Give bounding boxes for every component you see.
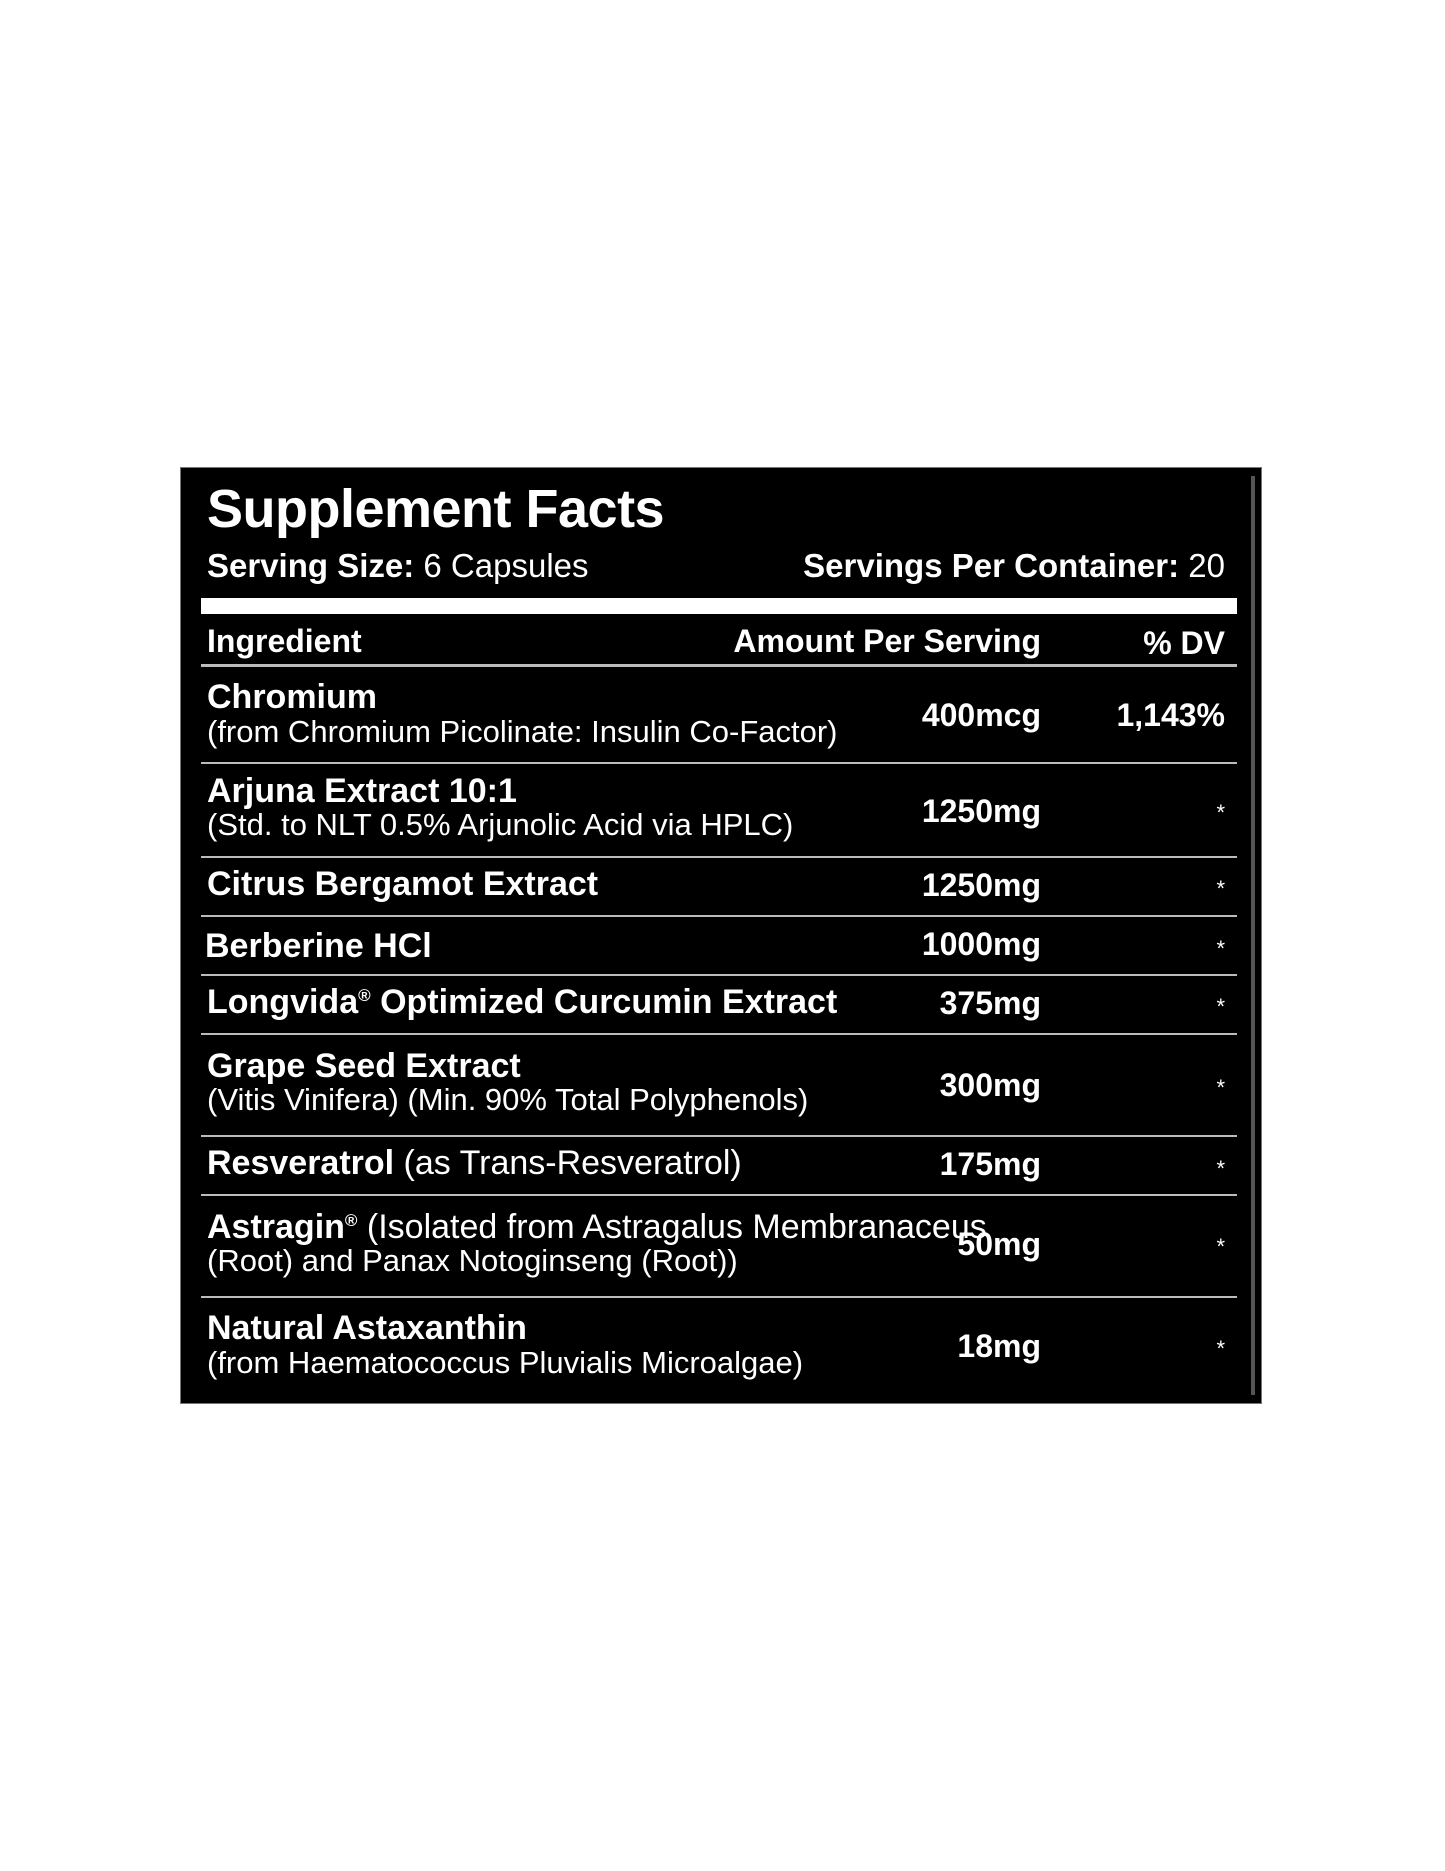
table-row [201,1137,1237,1194]
table-row [201,917,1237,974]
ingredient-dv: 1,143% [1116,697,1225,733]
ingredient-name [207,985,837,1021]
table-row [201,764,1237,856]
ingredient-amount: 1000mg [921,926,1041,962]
ingredient-amount: 1250mg [921,867,1041,903]
table-row [201,1196,1237,1296]
registered-mark: ® [344,1211,358,1230]
ingredient-name: Chromium [207,678,377,716]
header-ingredient: Ingredient [207,623,362,659]
column-header-row [201,617,1237,663]
ingredient-dv: * [1216,1075,1225,1100]
ingredient-name-main: Longvida [207,983,359,1021]
servings-value: 20 [1179,547,1225,584]
ingredient-name: Citrus Bergamot Extract [207,865,599,903]
ingredient-dv: * [1216,936,1225,961]
ingredient-detail: (Std. to NLT 0.5% Arjunolic Acid via HPLC) [207,807,794,842]
table-row [201,1298,1237,1398]
ingredient-dv: * [1216,1336,1225,1361]
ingredient-dv: * [1216,1156,1225,1181]
ingredient-inline-detail: (Isolated from Astragalus Membranaceus [357,1208,987,1246]
ingredient-detail: (Root) and Panax Notoginseng (Root)) [207,1243,738,1278]
ingredient-detail: (from Haematococcus Pluvialis Microalgae) [207,1345,804,1380]
ingredient-name-rest: Optimized Curcumin Extract [370,983,838,1021]
thick-divider [201,598,1237,614]
ingredient-name-main: Astragin [207,1208,345,1246]
ingredient-amount: 375mg [939,985,1041,1021]
ingredient-dv: * [1216,994,1225,1019]
ingredient-detail: (Vitis Vinifera) (Min. 90% Total Polyphenols) [207,1082,809,1117]
ingredient-dv: * [1216,800,1225,825]
ingredient-name-main: Resveratrol [207,1144,395,1182]
panel-edge [1251,476,1255,1395]
serving-size [207,548,589,584]
header-amount: Amount Per Serving [733,623,1041,659]
ingredient-name: Natural Astaxanthin [207,1309,527,1347]
serving-size-label: Serving Size: [207,547,415,584]
ingredient-amount: 300mg [939,1067,1041,1103]
table-row [201,1035,1237,1135]
table-row [201,976,1237,1033]
ingredient-detail: (from Chromium Picolinate: Insulin Co-Factor) [207,714,838,749]
ingredient-amount: 400mcg [921,697,1041,733]
ingredient-amount: 50mg [957,1226,1041,1262]
ingredient-name [207,1210,987,1246]
ingredient-name: Grape Seed Extract [207,1047,521,1085]
ingredient-amount: 1250mg [921,793,1041,829]
ingredient-dv: * [1216,876,1225,901]
ingredient-dv: * [1216,1234,1225,1259]
table-row [201,858,1237,915]
table-row [201,667,1237,762]
ingredient-amount: 18mg [957,1328,1041,1364]
ingredient-inline-detail: (as Trans-Resveratrol) [394,1144,742,1182]
servings-per-container [803,548,1225,584]
ingredient-name: Arjuna Extract 10:1 [207,772,517,810]
ingredient-amount: 175mg [939,1146,1041,1182]
ingredient-name [207,1146,742,1182]
serving-size-value: 6 Capsules [414,547,589,584]
panel-title: Supplement Facts [207,479,665,539]
servings-label: Servings Per Container: [803,547,1180,584]
supplement-facts-panel [181,468,1261,1403]
header-dv: % DV [1143,625,1225,661]
ingredient-name: Berberine HCl [205,927,432,965]
registered-mark: ® [358,986,371,1005]
